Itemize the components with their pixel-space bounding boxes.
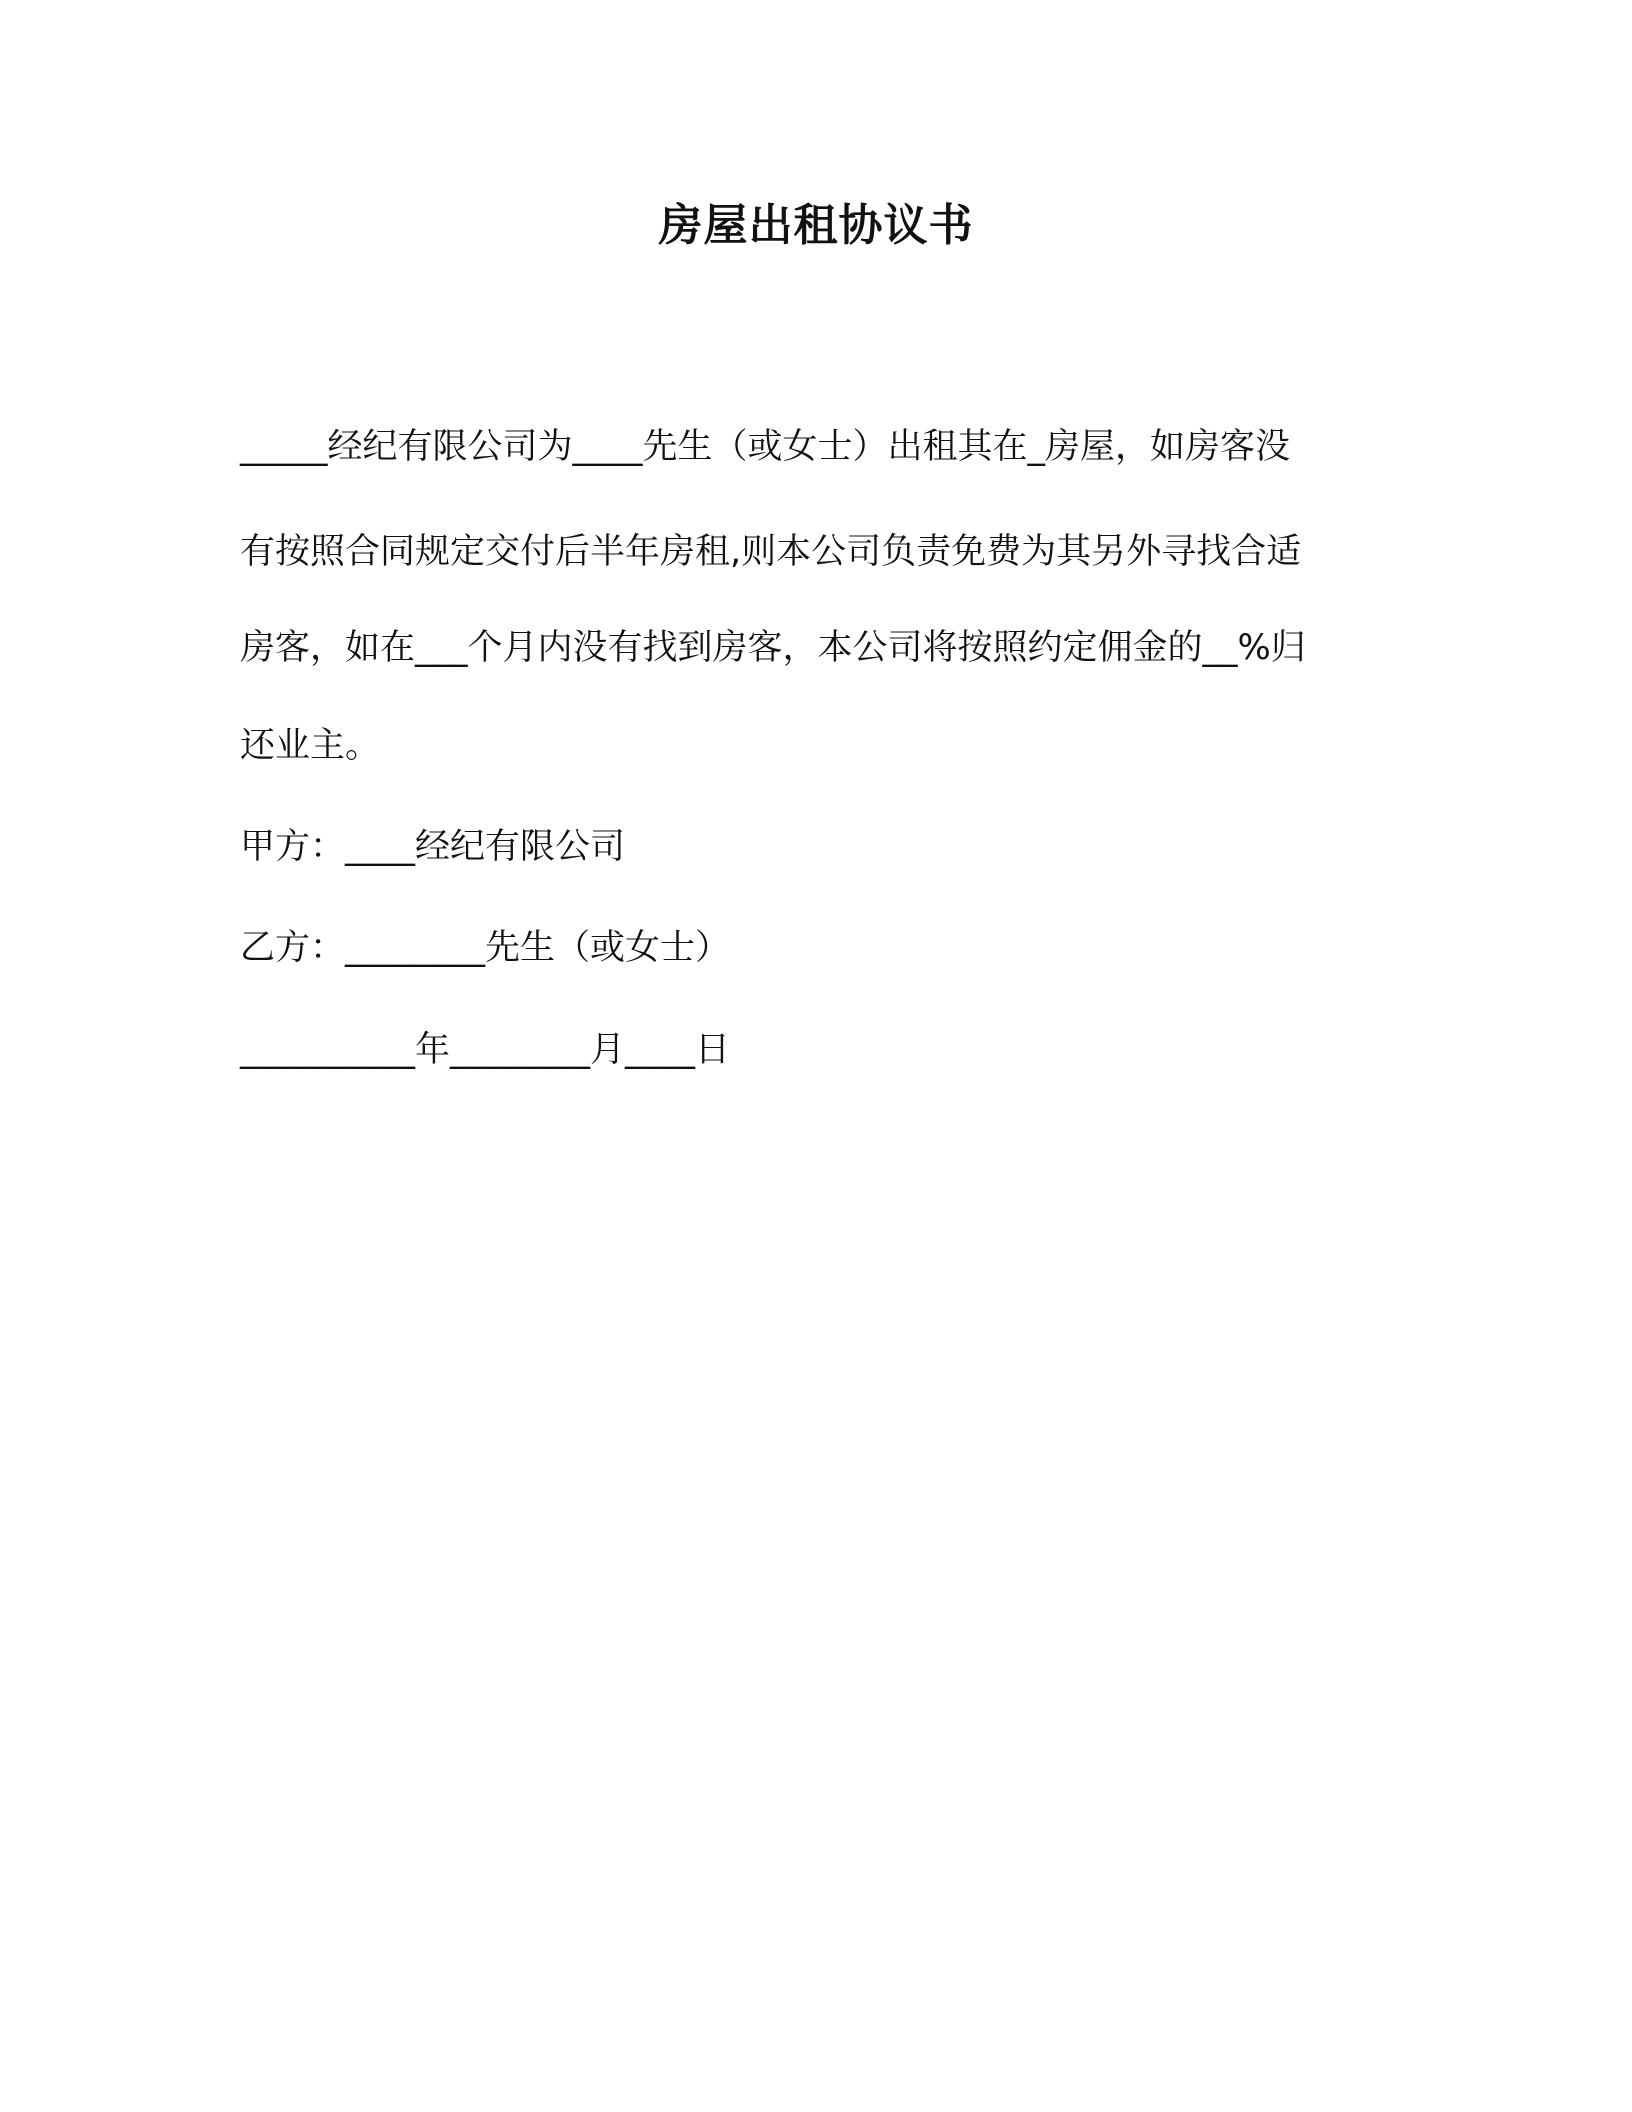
document-title: 房屋出租协议书	[658, 200, 974, 251]
body-line-4: 还业主。	[240, 726, 381, 766]
date-line: __________年________月____日	[240, 1030, 731, 1070]
party-a-line: 甲方：____经纪有限公司	[240, 827, 626, 867]
body-line-2: 有按照合同规定交付后半年房租,则本公司负责免费为其另外寻找合适	[240, 532, 1302, 572]
party-b-line: 乙方：________先生（或女士）	[240, 928, 731, 968]
body-line-1: _____经纪有限公司为____先生（或女士）出租其在_房屋，如房客没	[240, 427, 1291, 467]
body-line-3: 房客，如在___个月内没有找到房客，本公司将按照约定佣金的__%归	[240, 628, 1306, 668]
